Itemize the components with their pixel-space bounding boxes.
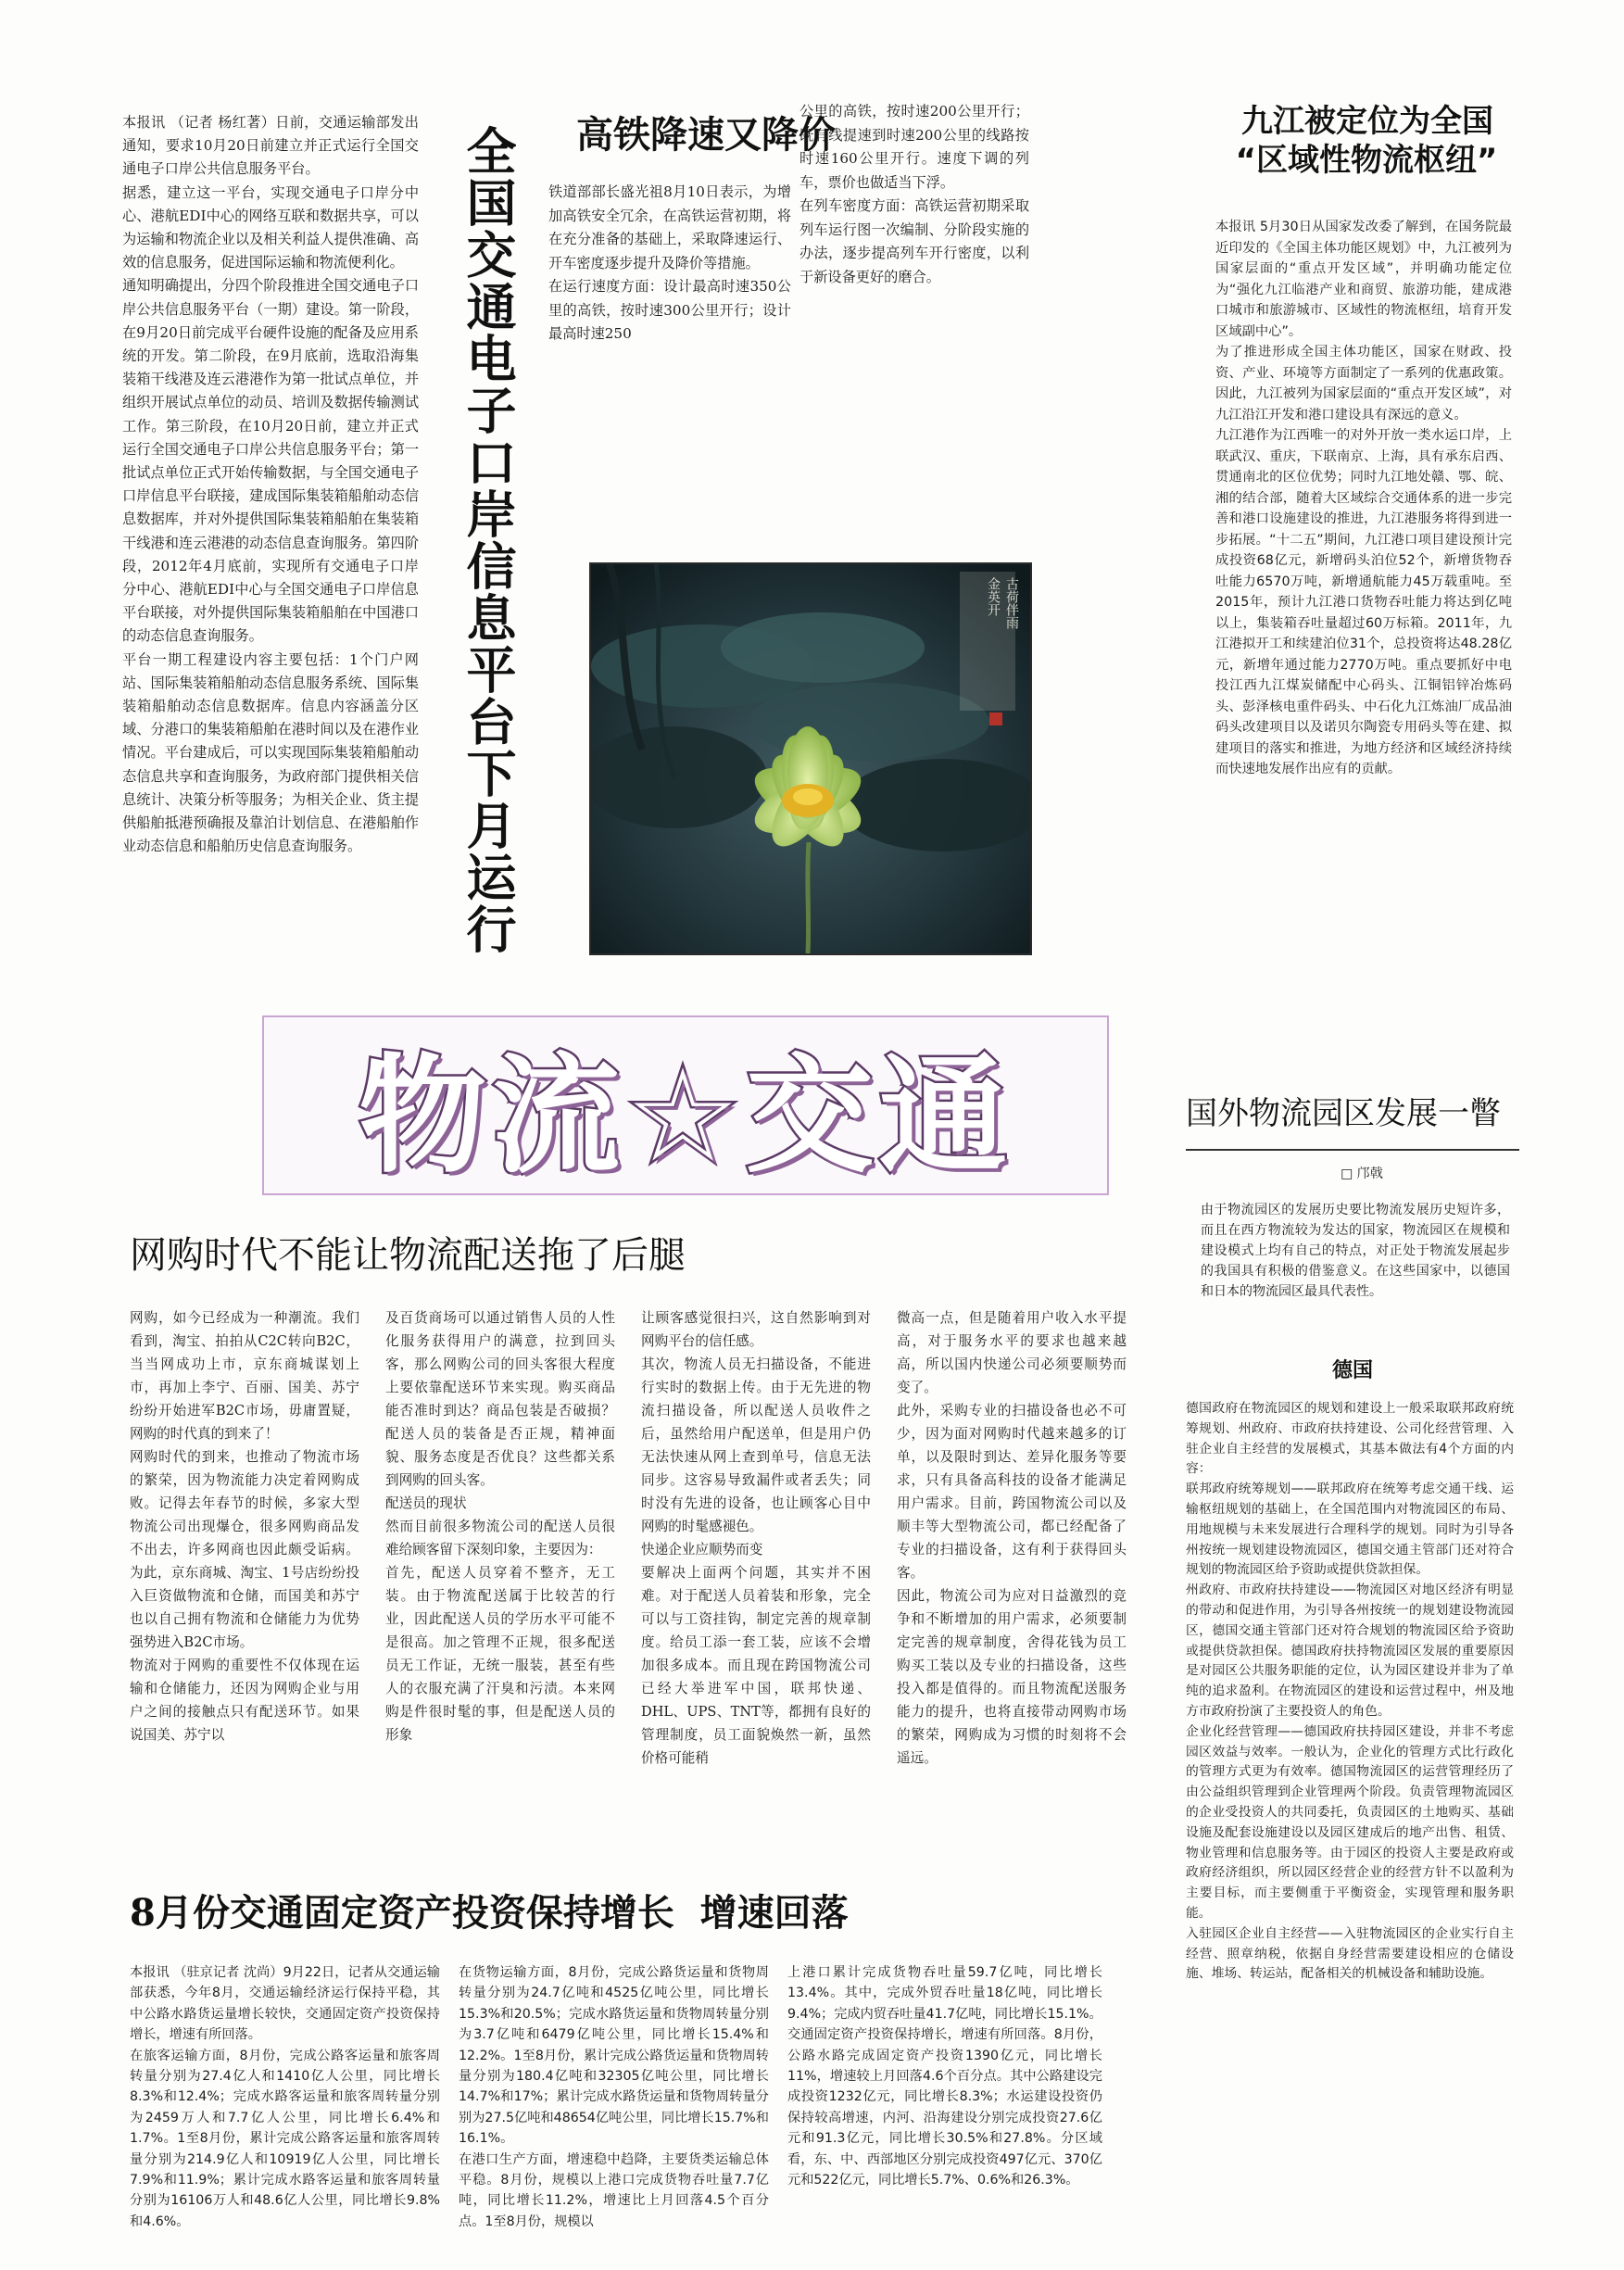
parks-title-rule (1186, 1149, 1519, 1151)
online-col-1: 网购，如今已经成为一种潮流。我们看到，淘宝、拍拍从C2C转向B2C，当当网成功上市，京东商城谋划上市，再加上李宁、百丽、国美、苏宁纷纷开始进军B2C市场，毋庸置疑，网购的时代真的到来了！ 网购时代的到来，也推动了物流市场的繁荣，因为物流能力决定着网购成败。记得去年春节的时候，多家大型物流公司出现爆仓，很多网购商品发不出去，许多网商也因此颇受诟病。为此，京东商城、淘宝、1号店纷纷投入巨资做物流和仓储，而国美和苏宁也以自己拥有物流和仓储能力为优势强势进入B2C市场。 物流对于网购的重要性不仅体现在运输和仓储能力，还因为网购企业与用户之间的接触点只有配送环节。如果说国美、苏宁以 (130, 1310, 359, 1743)
hsr-article-body-left: 铁道部部长盛光祖8月10日表示，为增加高铁安全冗余，在高铁运营初期，将在充分准备的基础上，采取降速运行、开车密度逐步提升及降价等措施。 在运行速度方面：设计最高时速350公里的高铁，按时速300公里开行；设计最高时速250 (548, 183, 791, 342)
online-article-title: 网购时代不能让物流配送拖了后腿 (130, 1234, 686, 1277)
investment-article-title: 8月份交通固定资产投资保持增长 增速回落 (130, 1891, 849, 1935)
jiujiang-title-line2: “区域性物流枢纽” (1235, 142, 1498, 179)
online-col-3: 让顾客感觉很扫兴，这自然影响到对网购平台的信任感。 其次，物流人员无扫描设备，不能进行实时的数据上传。由于无先进的物流扫描设备，所以配送人员收件之后，虽然给用户配送单，但是用户仍无法快速从网上查到单号，信息无法同步。这容易导致漏件或者丢失；同时没有先进的设备，也让顾客心目中网购的时髦感褪色。 快递企业应顺势而变 要解决上面两个问题，其实并不困难。对于配送人员着装和形象，完全可以与工资挂钩，制定完善的规章制度。给员工添一套工装，应该不会增加很多成本。而且现在跨国物流公司已经大举进军中国，联邦快递、DHL、UPS、TNT等，都拥有良好的管理制度，员工面貌焕然一新，虽然价格可能稍 (641, 1310, 871, 1766)
lotus-painting (589, 562, 1032, 955)
parks-byline: □ 邝戟 (1341, 1167, 1383, 1181)
hsr-article-title: 高铁降速又降价 (576, 113, 836, 157)
parks-intro: 由于物流园区的发展历史要比物流发展历史短许多，而且在西方物流较为发达的国家，物流园区在规模和建设模式上均有自己的特点，对正处于物流发展起步的我国具有积极的借鉴意义。在这些国家中，以德国和日本的物流园区最具代表性。 (1201, 1203, 1510, 1299)
investment-col-3: 上港口累计完成货物吞吐量59.7亿吨，同比增长13.4%。其中，完成外贸吞吐量18亿吨，同比增长9.4%；完成内贸吞吐量41.7亿吨，同比增长15.1%。 交通固定资产投资保持增长，增速有所回落。8月份，公路水路完成固定资产投资1390亿元，同比增长11%，增速较上月回落4.6个百分点。其中公路建设完成投资1232亿元，同比增长8.3%；水运建设投资仍保持较高增速，内河、沿海建设分别完成投资27.6亿元和91.3亿元，同比增长30.5%和27.8%。分区域看，东、中、西部地区分别完成投资497亿元、370亿元和522亿元，同比增长5.7%、0.6%和26.3%。 (787, 1965, 1102, 2188)
parks-germany-heading: 德国 (1331, 1359, 1373, 1382)
parks-germany-body: 德国政府在物流园区的规划和建设上一般采取联邦政府统筹规划、州政府、市政府扶持建设、公司化经营管理、入驻企业自主经营的发展模式，其基本做法有4个方面的内容： 联邦政府统筹规划——联邦政府在统筹考虑交通干线、运输枢纽规划的基础上，在全国范围内对物流园区的布局、用地规模与未来发展进行合理科学的规划。同时为引导各州按统一规划建设物流园区，德国交通主管部门还对符合规划的物流园区给予资助或提供贷款担保。 州政府、市政府扶持建设——物流园区对地区经济有明显的带动和促进作用，为引导各州按统一的规划建设物流园区，德国交通主管部门还对符合规划的物流园区给予资助或提供贷款担保。德国政府扶持物流园区发展的重要原因是对园区公共服务职能的定位，认为园区建设并非为了单纯的追求盈利。在物流园区的建设和运营过程中，州及地方市政府扮演了主要投资人的角色。 企业化经营管理——德国政府扶持园区建设，并非不考虑园区效益与效率。一般认为，企业化的管理方式比行政化的管理方式更为有效率。德国物流园区的运营管理经历了由公益组织管理到企业管理两个阶段。负责管理物流园区的企业受投资人的共同委托，负责园区的土地购买、基础设施及配套设施建设以及园区建成后的地产出售、租赁、物业管理和信息服务等。由于园区的投资人主要是政府或政府经济组织，所以园区经营企业的经营方针不以盈利为主要目标，而主要侧重于平衡资金，实现管理和服务职能。 入驻园区企业自主经营——入驻物流园区的企业实行自主经营、照章纳税，依据自身经营需要建设相应的仓储设施、堆场、转运站，配备相关的机械设备和辅助设施。 (1186, 1401, 1514, 1982)
online-col-4: 微高一点，但是随着用户收入水平提高，对于服务水平的要求也越来越高，所以国内快递公司必须要顺势而变了。 此外，采购专业的扫描设备也必不可少，因为面对网购时代越来越多的订单，以及限时到达、差异化服务等要求，只有具备高科技的设备才能满足用户需求。目前，跨国物流公司以及顺丰等大型物流公司，都已经配备了专业的扫描设备，这有利于获得回头客。 因此，物流公司为应对日益激烈的竞争和不断增加的用户需求，必须要制定完善的规章制度，舍得花钱为员工购买工装以及专业的扫描设备，这些投入都是值得的。而且物流配送服务能力的提升，也将直接带动网购市场的繁荣，网购成为习惯的时刻将不会遥远。 (897, 1310, 1127, 1766)
online-col-2: 及百货商场可以通过销售人员的人性化服务获得用户的满意，拉到回头客，那么网购公司的回头客很大程度上要依靠配送环节来实现。购买商品能否准时到达？商品包装是否破损？配送人员的装备是否正规，精神面貌、服务态度是否优良？这些都关系到网购的回头客。 配送员的现状 然而目前很多物流公司的配送人员很难给顾客留下深刻印象，主要因为： 首先，配送人员穿着不整齐，无工装。由于物流配送属于比较苦的行业，因此配送人员的学历水平可能不是很高。加之管理不正规，很多配送员无工作证，无统一服装，甚至有些人的衣服充满了汗臭和污渍。本来网购是件很时髦的事，但是配送人员的形象 (385, 1310, 615, 1743)
hsr-article-body-right: 公里的高铁，按时速200公里开行；既有线提速到时速200公里的线路按时速160公里开行。速度下调的列车，票价也做适当下浮。 在列车密度方面：高铁运营初期采取列车运行图一次编制、分阶段实施的办法，逐步提高列车开行密度，以利于新设备更好的磨合。 (799, 103, 1029, 285)
painting-inscription: 古荷伴雨 金英开 (986, 577, 1019, 629)
section-banner (262, 1015, 1109, 1195)
investment-col-2: 在货物运输方面，8月份，完成公路货运量和货物周转量分别为24.7亿吨和4525亿吨公里，同比增长15.3%和20.5%；完成水路货运量和货物周转量分别为3.7亿吨和6479亿吨公里，同比增长15.4%和12.2%。1至8月份，累计完成公路货运量和货物周转量分别为180.4亿吨和32305亿吨公里，同比增长14.7%和17%；累计完成水路货运量和货物周转量分别为27.5亿吨和48654亿吨公里，同比增长15.7%和16.1%。 在港口生产方面，增速稳中趋降，主要货类运输总体平稳。8月份，规模以上港口完成货物吞吐量7.7亿吨，同比增长11.2%，增速比上月回落4.5个百分点。1至8月份，规模以 (459, 1965, 769, 2229)
section-banner-text: 物流☆交通 (359, 1041, 1013, 1191)
epn-article-body: 本报讯 （记者 杨红著）日前，交通运输部发出通知，要求10月20日前建立并正式运行全国交通电子口岸公共信息服务平台。 据悉，建立这一平台，实现交通电子口岸分中心、港航EDI中心的网络互联和数据共享，可以为运输和物流企业以及相关利益人提供准确、高效的信息服务，促进国际运输和物流便利化。 通知明确提出，分四个阶段推进全国交通电子口岸公共信息服务平台（一期）建设。第一阶段，在9月20日前完成平台硬件设施的配备及应用系统的开发。第二阶段，在9月底前，选取沿海集装箱干线港及连云港港作为第一批试点单位，并组织开展试点单位的动员、培训及数据传输测试工作。第三阶段，在10月20日前，建立并正式运行全国交通电子口岸公共信息服务平台；第一批试点单位正式开始传输数据，与全国交通电子口岸信息平台联接，建成国际集装箱船舶动态信息数据库，并对外提供国际集装箱船舶在集装箱干线港和连云港港的动态信息查询服务。第四阶段，2012年4月底前，实现所有交通电子口岸分中心、港航EDI中心与全国交通电子口岸信息平台联接，对外提供国际集装箱船舶在中国港口的动态信息查询服务。 平台一期工程建设内容主要包括：1个门户网站、国际集装箱船舶动态信息服务系统、国际集装箱船舶动态信息数据库。信息内容涵盖分区域、分港口的集装箱船舶在港时间以及在港作业情况。平台建成后，可以实现国际集装箱船舶动态信息共享和查询服务，为政府部门提供相关信息统计、决策分析等服务；为相关企业、货主提供船舶抵港预确报及靠泊计划信息、在港船舶作业动态信息和船舶历史信息查询服务。 (122, 114, 419, 855)
jiujiang-article-body: 本报讯 5月30日从国家发改委了解到，在国务院最近印发的《全国主体功能区规划》中，九江被列为国家层面的“重点开发区域”，并明确功能定位为“强化九江临港产业和商贸、旅游功能，建成港口城市和旅游城市、区域性的物流枢纽，培育开发区域副中心”。 为了推进形成全国主体功能区，国家在财政、投资、产业、环境等方面制定了一系列的优惠政策。因此，九江被列为国家层面的“重点开发区域”，对九江沿江开发和港口建设具有深远的意义。 九江港作为江西唯一的对外开放一类水运口岸，上联武汉、重庆，下联南京、上海，具有承东启西、贯通南北的区位优势；同时九江地处赣、鄂、皖、湘的结合部，随着大区域综合交通体系的进一步完善和港口设施建设的推进，九江港服务将得到进一步拓展。“十二五”期间，九江港口项目建设预计完成投资68亿元，新增码头泊位52个，新增货物吞吐能力6570万吨，新增通航能力45万载重吨。至2015年，预计九江港口货物吞吐能力将达到亿吨以上，集装箱吞吐量超过60万标箱。2011年，九江港拟开工和续建泊位31个，总投资将达48.28亿元，新增年通过能力2770万吨。重点要抓好中电投江西九江煤炭储配中心码头、江铜铝锌冶炼码头、彭泽核电重件码头、中石化九江炼油厂成品油码头改建项目以及诺贝尔陶瓷专用码头等在建、拟建项目的落实和推进，为地方经济和区域经济持续而快速地发展作出应有的贡献。 (1215, 220, 1512, 776)
parks-article-title: 国外物流园区发展一瞥 (1186, 1095, 1501, 1132)
jiujiang-title-line1: 九江被定位为全国 (1241, 103, 1493, 140)
epn-article-title: 全国交通电子口岸信息平台下月运行 (459, 125, 518, 955)
lotus-painting-art (591, 564, 1030, 953)
investment-col-1: 本报讯 （驻京记者 沈尚）9月22日，记者从交通运输部获悉，今年8月，交通运输经济运行保持平稳，其中公路水路货运量增长较快，交通固定资产投资保持增长，增速有所回落。 在旅客运输方面，8月份，完成公路客运量和旅客周转量分别为27.4亿人和1410亿人公里，同比增长8.3%和12.4%；完成水路客运量和旅客周转量分别为2459万人和7.7亿人公里，同比增长6.4%和1.7%。1至8月份，累计完成公路客运量和旅客周转量分别为214.9亿人和10919亿人公里，同比增长7.9%和11.9%；累计完成水路客运量和旅客周转量分别为16106万人和48.6亿人公里，同比增长9.8%和4.6%。 (130, 1965, 440, 2229)
